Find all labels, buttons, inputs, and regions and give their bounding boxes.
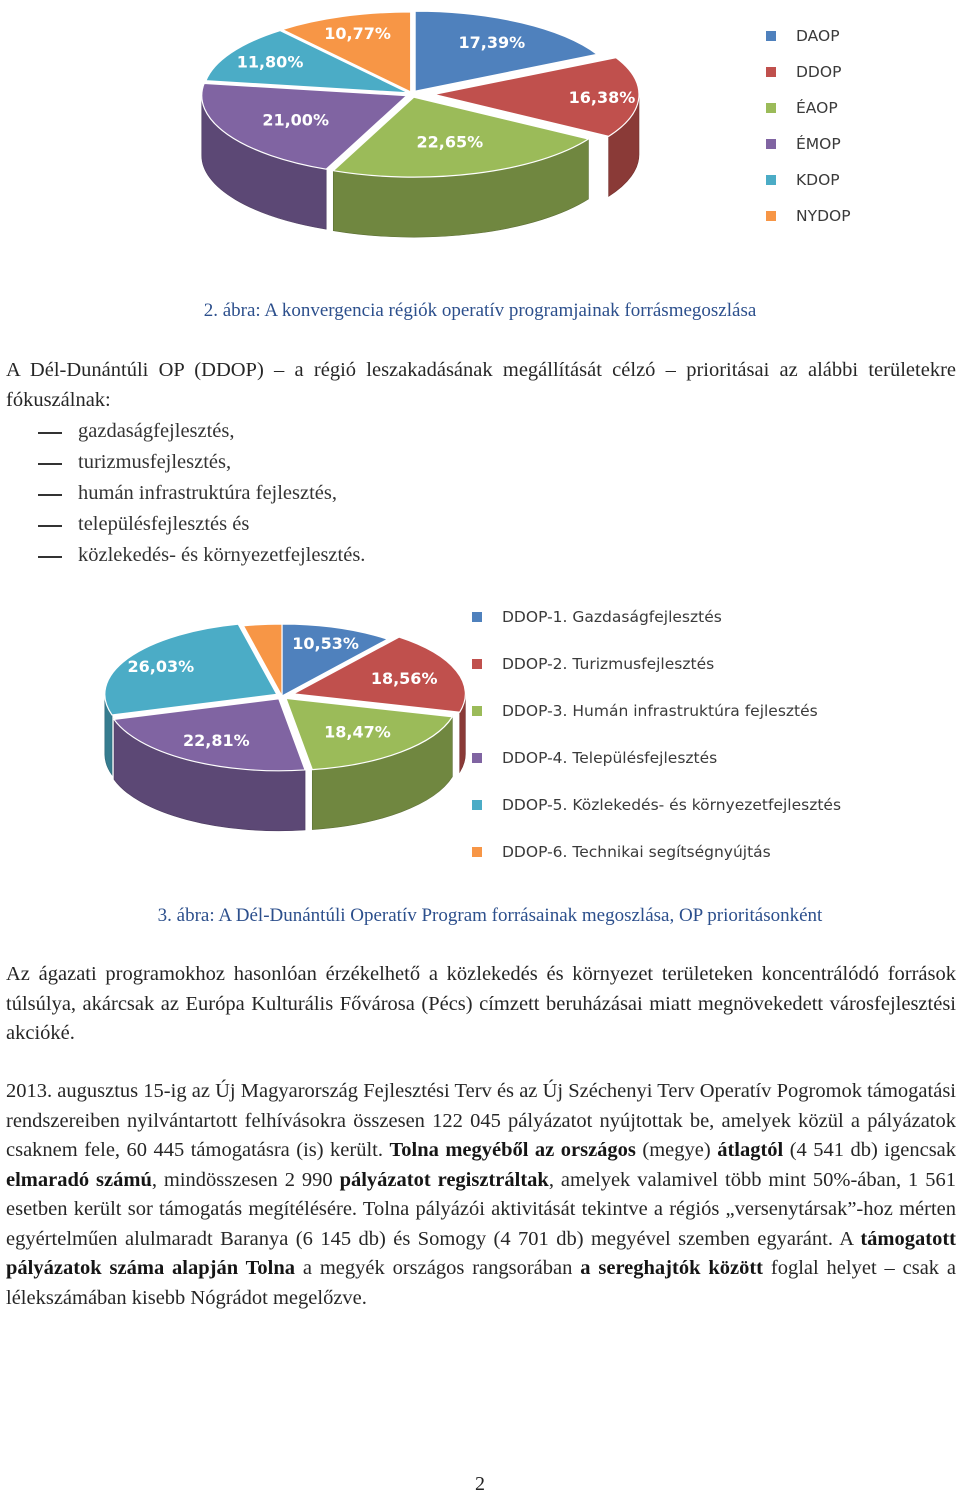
pie-value-label: 22,65% bbox=[416, 132, 484, 152]
pie-value-label: 26,03% bbox=[127, 657, 195, 677]
pie-value-label: 10,77% bbox=[324, 24, 391, 44]
paragraph-statistics bbox=[6, 1077, 956, 1313]
pie-value-label: 18,47% bbox=[324, 722, 391, 742]
text-run: , amelyek valamivel több mint 50%-ában, 1 561 esetben került sor támogatás megítélésére. Tolna pályázói aktivitását tekintve a régiós „versenytársak”-hoz mérten egyértelműen alulmaradt Baranya (6 145 db) és Somogy (4 701 db) megyével szemben egyaránt. A bbox=[6, 1168, 956, 1250]
legend-swatch bbox=[472, 612, 482, 622]
pie-chart-priorities bbox=[0, 590, 960, 880]
legend-label: KDOP bbox=[796, 171, 840, 189]
legend-label: DDOP-2. Turizmusfejlesztés bbox=[502, 655, 715, 673]
page-number: 2 bbox=[475, 1473, 485, 1495]
pie-value-label: 11,80% bbox=[236, 52, 304, 72]
legend-swatch bbox=[472, 706, 482, 716]
legend-label: NYDOP bbox=[796, 207, 851, 225]
paragraph-sectoral: Az ágazati programokhoz hasonlóan érzékelhető a közlekedés és környezet területeken koncentrálódó források túlsúlya, akárcsak az Európa Kulturális Fővárosa (Pécs) címzett beruházásai miatt megnövekedett városfejlesztési akcióké. bbox=[6, 963, 956, 1044]
text-run: , mindösszesen 2 990 bbox=[151, 1168, 340, 1191]
bold-run: a sereghajtók között bbox=[580, 1257, 763, 1279]
pie-value-label: 16,38% bbox=[568, 87, 636, 107]
bold-run: átlagtól bbox=[717, 1139, 784, 1161]
intro-paragraph: A Dél-Dunántúli OP (DDOP) – a régió leszakadásának megállítását célzó – prioritásai az alábbi területekre fókuszálnak: bbox=[6, 359, 956, 411]
pie-value-label: 21,00% bbox=[262, 110, 329, 130]
legend-label: ÉMOP bbox=[796, 135, 841, 153]
figure1-caption: 2. ábra: A konvergencia régiók operatív programjainak forrásmegoszlása bbox=[203, 300, 757, 321]
legend-swatch bbox=[766, 103, 776, 113]
legend-label: DDOP-4. Településfejlesztés bbox=[502, 749, 718, 767]
text-run: (4 541 db) igencsak bbox=[783, 1139, 957, 1161]
figure2-caption: 3. ábra: A Dél-Dunántúli Operatív Program forrásainak megoszlása, OP prioritásonként bbox=[157, 905, 823, 926]
pie-value-label: 18,56% bbox=[370, 669, 438, 689]
text-run: 2013. augusztus 15-ig az Új Magyarország Fejlesztési Terv és az Új Széchenyi Terv Operatív Pogromok támogatási rendszereiben nyilvántartott felhívásokra összesen 122 045 pályázatot nyújtottak be, amelyek közül a pályázatok csaknem fele, 60 445 támogatásra (is) került. bbox=[6, 1080, 956, 1161]
text-run: foglal helyet – csak a lélekszámában kisebb Nógrádot megelőzve. bbox=[6, 1257, 957, 1309]
legend-label: DDOP-6. Technikai segítségnyújtás bbox=[502, 843, 771, 861]
priority-list bbox=[38, 416, 365, 571]
legend-swatch bbox=[766, 67, 776, 77]
legend-swatch bbox=[472, 659, 482, 669]
priority-item: turizmusfejlesztés, bbox=[38, 447, 365, 478]
legend-label: DDOP-1. Gazdaságfejlesztés bbox=[502, 608, 722, 626]
legend-label: ÉAOP bbox=[796, 99, 838, 117]
text-run: a megyék országos rangsorában bbox=[295, 1257, 581, 1279]
pie-value-label: 10,53% bbox=[292, 633, 359, 653]
legend-label: DAOP bbox=[796, 27, 840, 45]
legend-label: DDOP bbox=[796, 63, 842, 81]
legend-swatch bbox=[472, 847, 482, 857]
legend-swatch bbox=[766, 139, 776, 149]
text-run: (megye) bbox=[635, 1139, 718, 1161]
legend-swatch bbox=[472, 800, 482, 810]
legend-swatch bbox=[766, 211, 776, 221]
legend-swatch bbox=[472, 753, 482, 763]
legend-label: DDOP-5. Közlekedés- és környezetfejlesztés bbox=[502, 796, 842, 814]
legend-swatch bbox=[766, 175, 776, 185]
priority-item: településfejlesztés és bbox=[38, 509, 365, 540]
priority-item: közlekedés- és környezetfejlesztés. bbox=[38, 540, 365, 571]
bold-run: Tolna megyéből az országos bbox=[389, 1139, 636, 1161]
pie-chart-regions bbox=[0, 0, 960, 260]
bold-run: elmaradó számú bbox=[6, 1168, 152, 1191]
legend-label: DDOP-3. Humán infrastruktúra fejlesztés bbox=[502, 702, 818, 720]
priority-item: gazdaságfejlesztés, bbox=[38, 416, 365, 447]
bold-run: támogatott pályázatok száma alapján Tolna bbox=[6, 1227, 956, 1279]
priority-item: humán infrastruktúra fejlesztés, bbox=[38, 478, 365, 509]
legend-swatch bbox=[766, 31, 776, 41]
bold-run: pályázatot regisztráltak bbox=[339, 1168, 549, 1191]
pie-value-label: 22,81% bbox=[183, 731, 250, 751]
pie-value-label: 17,39% bbox=[458, 32, 526, 52]
